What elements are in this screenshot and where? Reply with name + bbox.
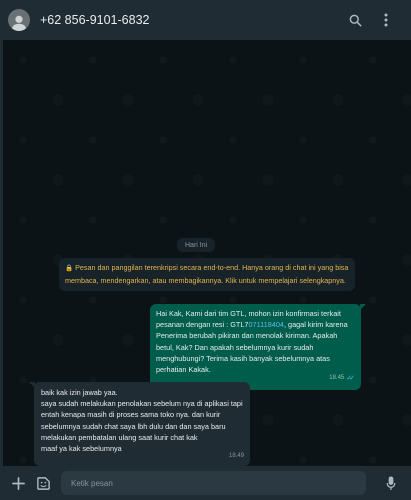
message-input-box[interactable] — [61, 471, 366, 495]
message-time: 18.45 — [329, 375, 345, 382]
chat-header — [3, 0, 411, 40]
search-icon[interactable] — [345, 10, 365, 30]
message-time: 18.49 — [228, 453, 244, 460]
compose-bar — [3, 466, 411, 500]
chat-area[interactable] — [3, 40, 411, 466]
resi-link[interactable]: 071118404 — [248, 320, 284, 330]
plus-icon[interactable] — [8, 473, 28, 493]
contact-name[interactable]: +62 856-9101-6832 — [40, 13, 150, 27]
message-input[interactable] — [71, 479, 366, 488]
emoji-icon[interactable] — [33, 473, 53, 493]
avatar-icon[interactable] — [8, 9, 30, 31]
message-text-part: , gagal kirim karena Penerima berubah pikiran dan menolak kiriman. Apakah betul, Kak? Dan apakah sebelumnya kurir sudah menghubungi? Terima kasih banyak sebelumnya atas perhatian Kakak. — [156, 320, 348, 375]
date-divider: Hari Ini — [177, 238, 215, 252]
mic-icon[interactable] — [381, 473, 401, 493]
bubble-tail — [360, 304, 366, 310]
incoming-message-text: baik kak izin jawab yaa. saya sudah melakukan penolakan sebelum nya di aplikasi tapi entah kenapa masih di proses sama toko nya. dan kurir sebelumnya sudah chat saya lbh dulu dan dan saya baru melakukan pembatalan ulang saat kurir chat kak maaf ya kak sebelumnya — [41, 388, 243, 454]
message-text-part: Hai Kak, Kami dari tim GTL, mohon izin konfirmasi terkait pesanan dengan resi : GTL7 — [156, 309, 341, 330]
outgoing-message-text — [156, 308, 355, 375]
read-ticks-icon: ✓✓ — [346, 375, 352, 383]
lock-icon: 🔒 — [65, 265, 74, 272]
encryption-notice[interactable] — [59, 258, 355, 291]
outgoing-message[interactable] — [150, 304, 361, 390]
encryption-notice-text: Pesan dan panggilan terenkripsi secara end-to-end. Hanya orang di chat ini yang bisa membaca, mendengarkan, atau membagikannya. Klik untuk mempelajari selengkapnya. — [65, 263, 349, 285]
incoming-message[interactable] — [34, 382, 250, 466]
menu-icon[interactable] — [376, 10, 396, 30]
bubble-tail — [29, 382, 35, 388]
